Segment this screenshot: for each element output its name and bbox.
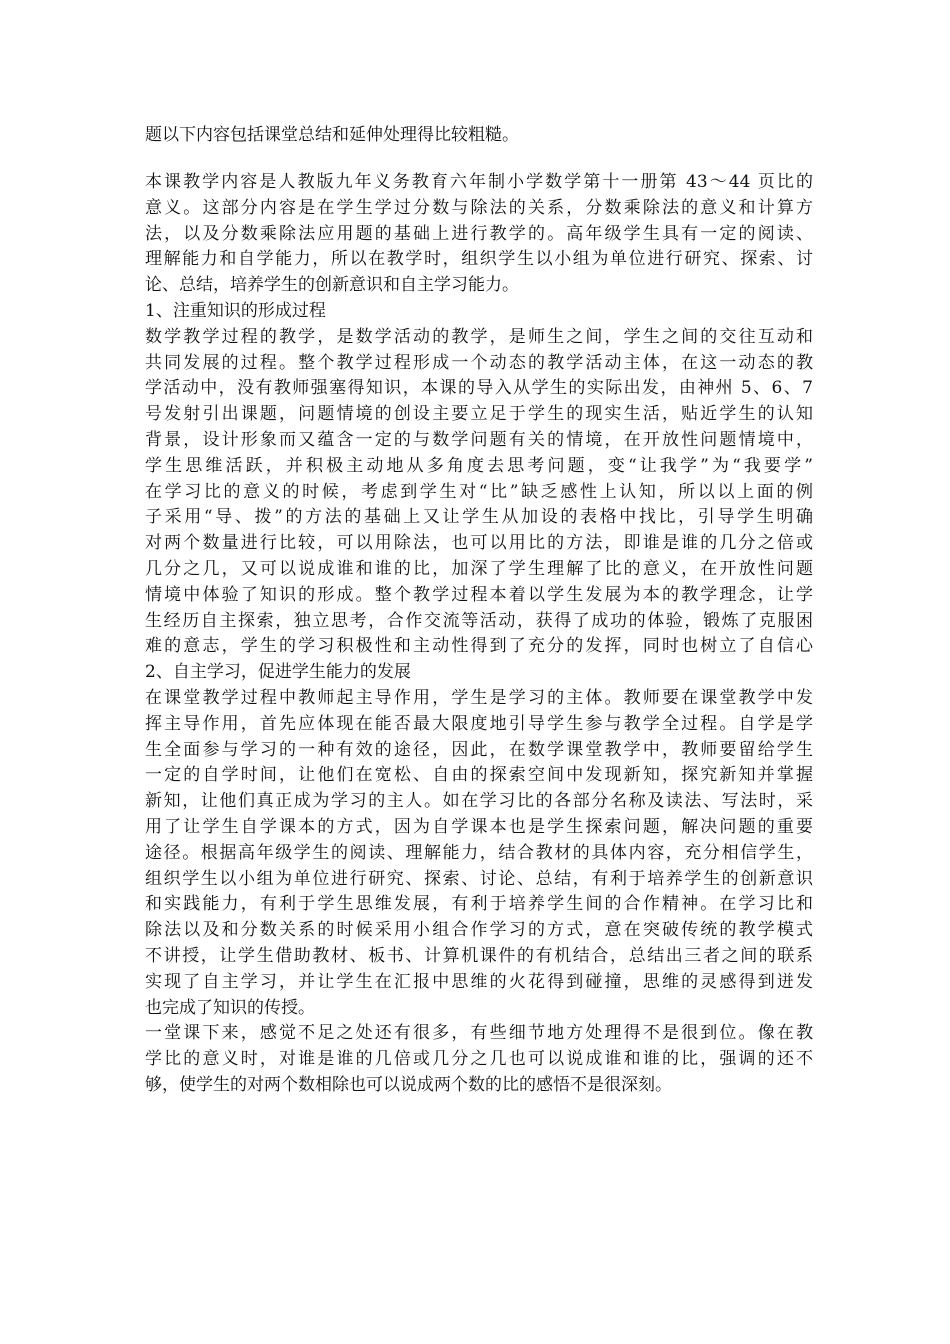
text-line: 论、总结，培养学生的创新意识和自主学习能力。 xyxy=(145,275,519,296)
text-line: 够，使学生的对两个数相除也可以说成两个数的比的感悟不是很深刻。 xyxy=(145,1074,672,1095)
section-heading: 1、注重知识的形成过程 xyxy=(145,300,326,321)
text-line: 学比的意义时，对谁是谁的几倍或几分之几也可以说成谁和谁的比，强调的还不 xyxy=(145,1049,813,1070)
text-line: 号发射引出课题，问题情境的创设主要立足于学生的现实生活，贴近学生的认知 xyxy=(145,404,813,425)
text-line: 几分之几，又可以说成谁和谁的比，加深了学生理解了比的意义，在开放性问题 xyxy=(145,558,813,579)
text-line: 挥主导作用，首先应体现在能否最大限度地引导学生参与教学全过程。自学是学 xyxy=(145,713,813,734)
text-line: 共同发展的过程。整个教学过程形成一个动态的教学活动主体，在这一动态的教 xyxy=(145,352,813,373)
text-line: 也完成了知识的传授。 xyxy=(145,997,315,1018)
text-line: 在课堂教学过程中教师起主导作用，学生是学习的主体。教师要在课堂教学中发 xyxy=(145,687,813,708)
text-line: 题以下内容包括课堂总结和延伸处理得比较粗糙。 xyxy=(145,125,519,145)
text-line: 一堂课下来，感觉不足之处还有很多，有些细节地方处理得不是很到位。像在教 xyxy=(145,1023,813,1044)
text-line: 实现了自主学习，并让学生在汇报中思维的火花得到碰撞，思维的灵感得到迸发 xyxy=(145,971,813,992)
text-line: 难的意志，学生的学习积极性和主动性得到了充分的发挥，同时也树立了自信心 xyxy=(145,636,813,657)
text-line: 生经历自主探索，独立思考，合作交流等活动，获得了成功的体验，锻炼了克服困 xyxy=(145,610,813,631)
text-line: 用了让学生自学课本的方式，因为自学课本也是学生探索问题，解决问题的重要 xyxy=(145,816,813,837)
text-line: 组织学生以小组为单位进行研究、探索、讨论、总结，有利于培养学生的创新意识 xyxy=(145,868,813,889)
text-line: 除法以及和分数关系的时候采用小组合作学习的方式，意在突破传统的教学模式 xyxy=(145,920,813,941)
text-line: 本课教学内容是人教版九年义务教育六年制小学数学第十一册第 43～44 页比的 xyxy=(145,172,813,192)
text-line: 新知，让他们真正成为学习的主人。如在学习比的各部分名称及读法、写法时，采 xyxy=(145,791,813,812)
text-line: 数学教学过程的教学，是数学活动的教学，是师生之间，学生之间的交往互动和 xyxy=(145,326,813,347)
text-line: 子采用“导、拨”的方法的基础上又让学生从加设的表格中找比，引导学生明确 xyxy=(145,507,813,528)
text-line: 生全面参与学习的一种有效的途径，因此，在数学课堂教学中，教师要留给学生 xyxy=(145,739,813,760)
text-line: 学活动中，没有教师强塞得知识，本课的导入从学生的实际出发，由神州 5、6、7 xyxy=(145,378,813,399)
section-heading: 2、自主学习，促进学生能力的发展 xyxy=(145,662,411,683)
text-line: 意义。这部分内容是在学生学过分数与除法的关系，分数乘除法的意义和计算方 xyxy=(145,197,813,218)
text-line: 途径。根据高年级学生的阅读、理解能力，结合教材的具体内容，充分相信学生， xyxy=(145,842,813,863)
text-line: 法，以及分数乘除法应用题的基础上进行教学的。高年级学生具有一定的阅读、 xyxy=(145,223,813,244)
main-body xyxy=(145,170,813,1099)
text-line: 对两个数量进行比较，可以用除法，也可以用比的方法，即谁是谁的几分之倍或 xyxy=(145,533,813,554)
text-line: 背景，设计形象而又蕴含一定的与数学问题有关的情境，在开放性问题情境中， xyxy=(145,429,813,450)
intro-paragraph xyxy=(145,123,813,149)
text-line: 学生思维活跃，并积极主动地从多角度去思考问题，变“让我学”为“我要学” xyxy=(145,455,813,476)
text-line: 理解能力和自学能力，所以在教学时，组织学生以小组为单位进行研究、探索、讨 xyxy=(145,249,813,270)
text-line: 和实践能力，有利于学生思维发展，有利于培养学生间的合作精神。在学习比和 xyxy=(145,894,813,915)
text-line: 不讲授，让学生借助教材、板书、计算机课件的有机结合，总结出三者之间的联系 xyxy=(145,945,813,966)
text-line: 在学习比的意义的时候，考虑到学生对“比”缺乏感性上认知，所以以上面的例 xyxy=(145,481,813,502)
text-line: 一定的自学时间，让他们在宽松、自由的探索空间中发现新知，探究新知并掌握 xyxy=(145,765,813,786)
text-line: 情境中体验了知识的形成。整个教学过程本着以学生发展为本的教学理念，让学 xyxy=(145,584,813,605)
